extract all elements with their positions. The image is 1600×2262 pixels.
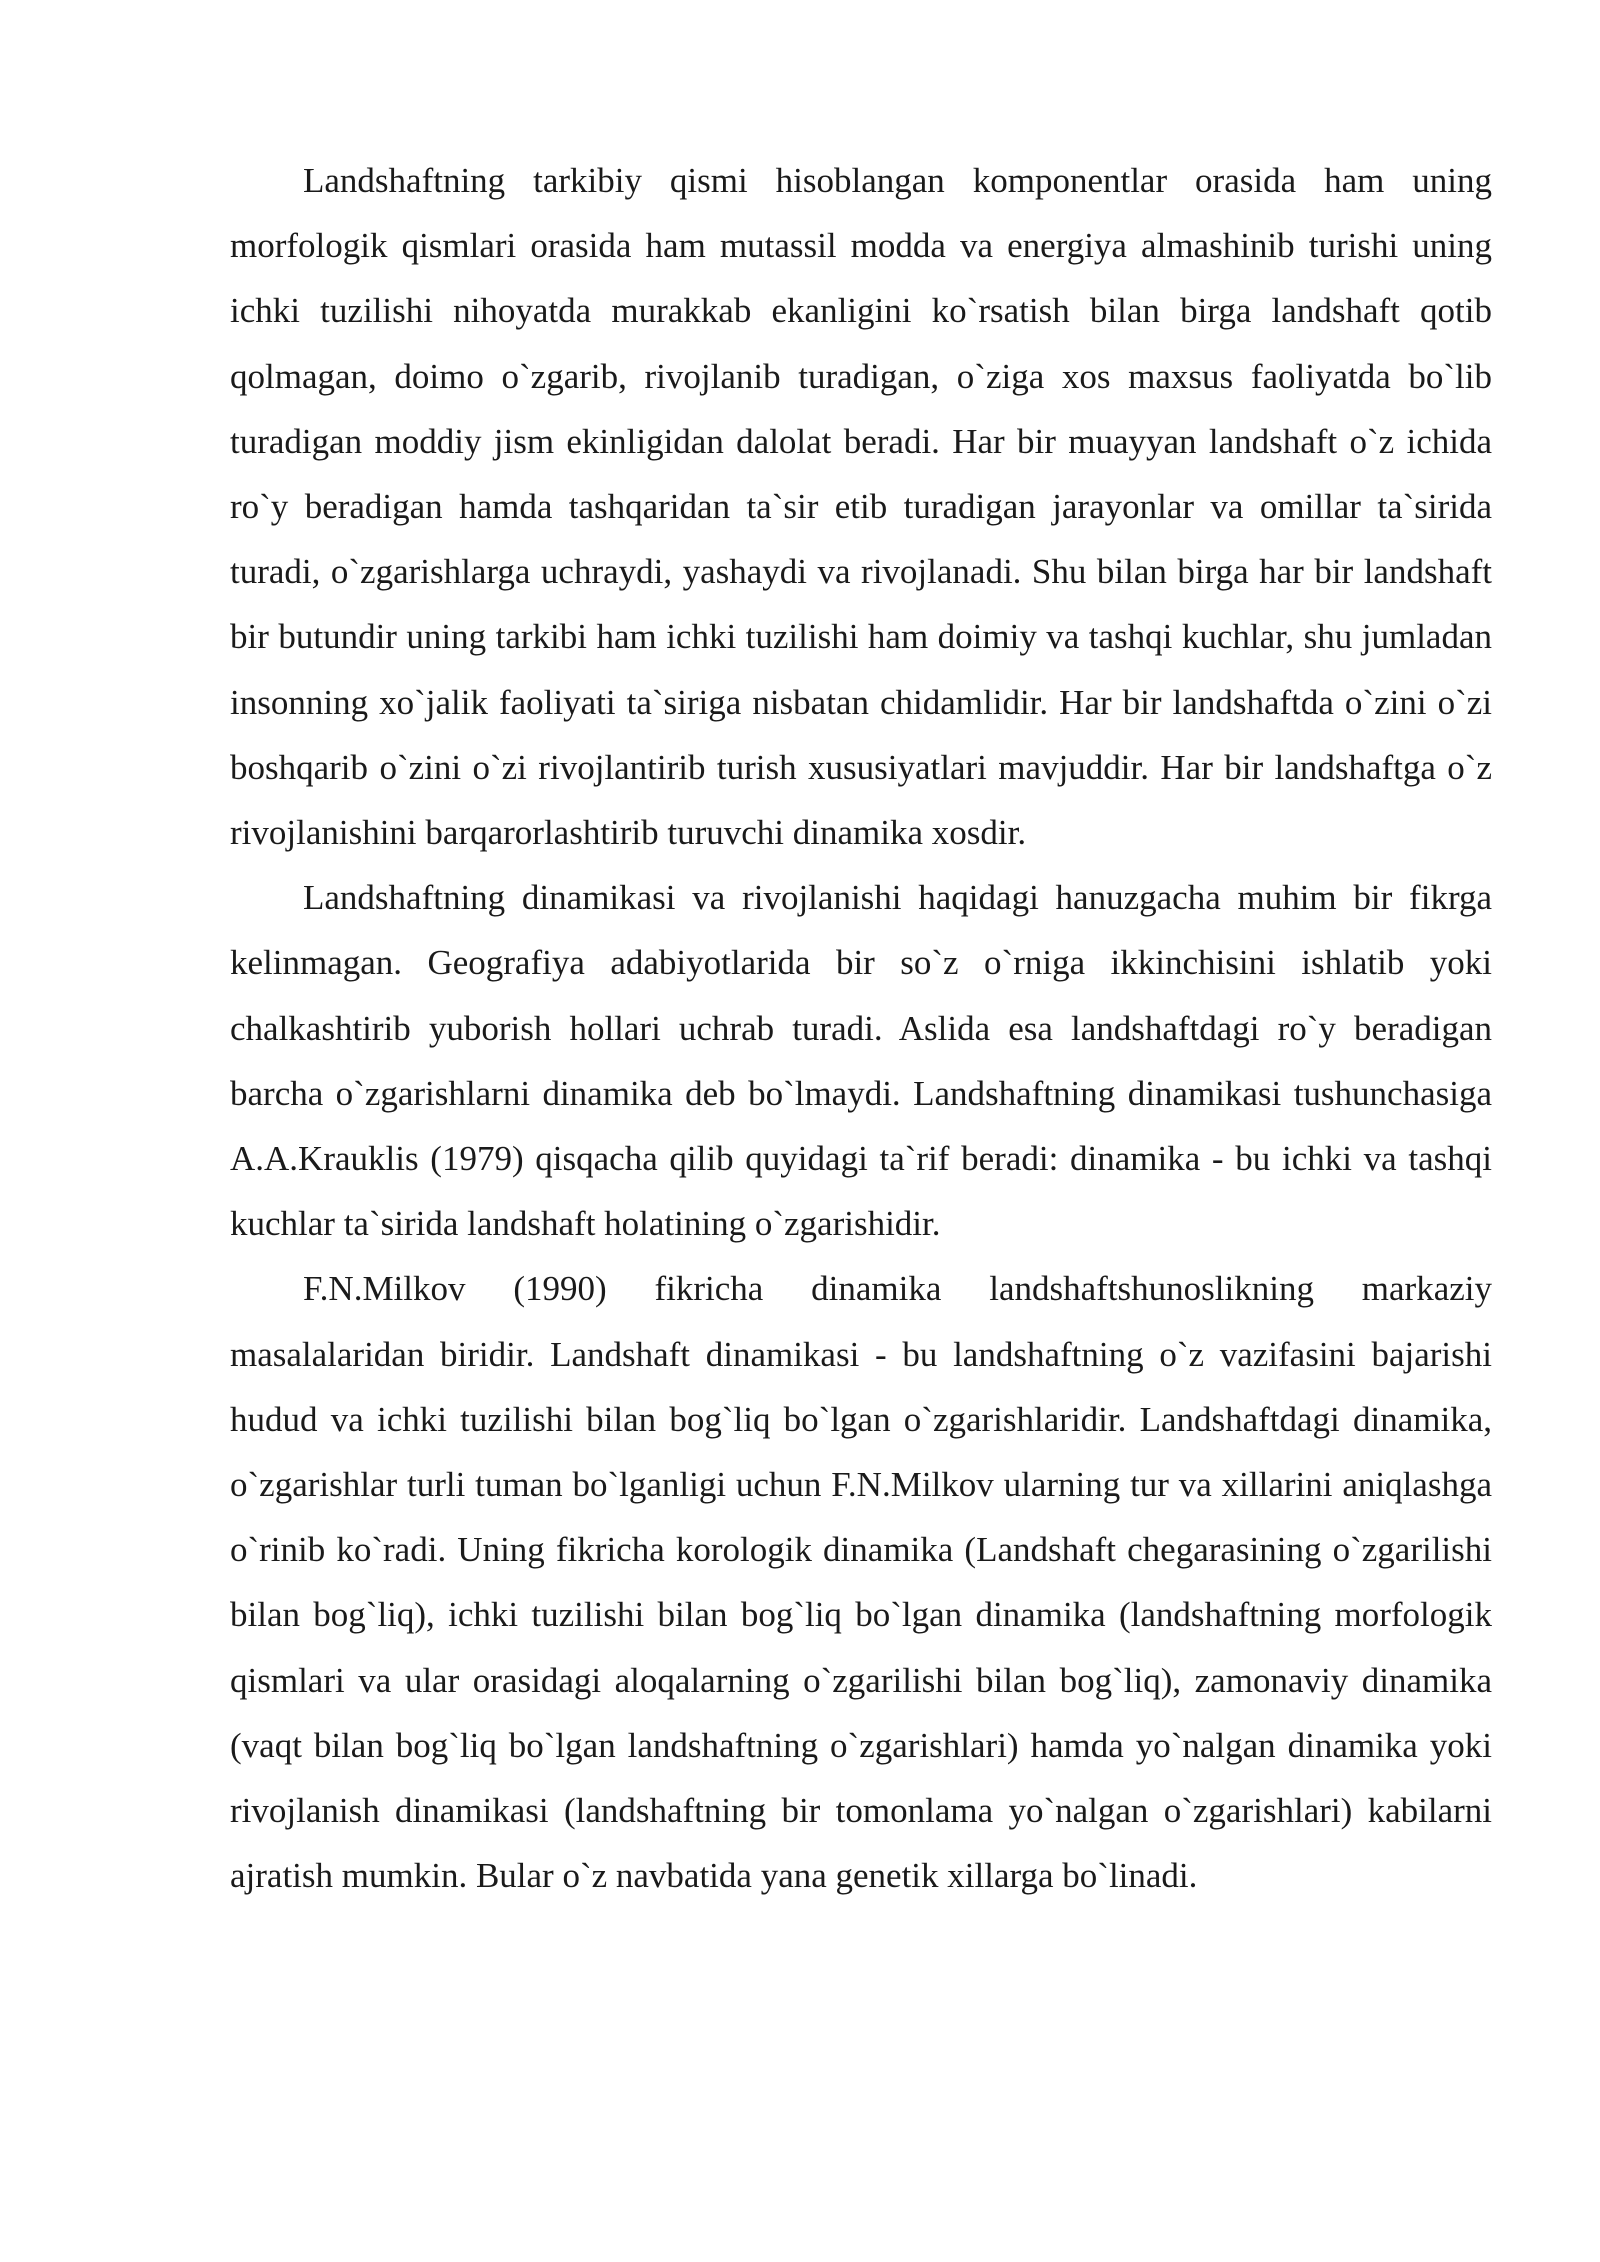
document-body [230,148,1492,1908]
paragraph-2: Landshaftning dinamikasi va rivojlanishi haqidagi hanuzgacha muhim bir fikrga kelinmagan. Geografiya adabiyotlarida bir so`z o`rniga ikkinchisini ishlatib yoki chalkashtirib yuborish hollari uchrab turadi. Aslida esa landshaftdagi ro`y beradigan barcha o`zgarishlarni dinamika deb bo`lmaydi. Landshaftning dinamikasi tushunchasiga A.A.Krauklis (1979) qisqacha qilib quyidagi ta`rif beradi: dinamika - bu ichki va tashqi kuchlar ta`sirida landshaft holatining o`zgarishidir. [230,878,1492,1244]
paragraph-3: F.N.Milkov (1990) fikricha dinamika landshaftshunoslikning markaziy masalalaridan biridir. Landshaft dinamikasi - bu landshaftning o`z vazifasini bajarishi hudud va ichki tuzilishi bilan bog`liq bo`lgan o`zgarishlaridir. Landshaftdagi dinamika, o`zgarishlar turli tuman bo`lganligi uchun F.N.Milkov ularning tur va xillarini aniqlashga o`rinib ko`radi. Uning fikricha korologik dinamika (Landshaft chegarasining o`zgarilishi bilan bog`liq), ichki tuzilishi bilan bog`liq bo`lgan dinamika (landshaftning morfologik qismlari va ular orasidagi aloqalarning o`zgarilishi bilan bog`liq), zamonaviy dinamika (vaqt bilan bog`liq bo`lgan landshaftning o`zgarishlari) hamda yo`nalgan dinamika yoki rivojlanish dinamikasi (landshaftning bir tomonlama yo`nalgan o`zgarishlari) kabilarni ajratish mumkin. Bular o`z navbatida yana genetik xillarga bo`linadi. [230,1269,1492,1896]
paragraph-1: Landshaftning tarkibiy qismi hisoblangan komponentlar orasida ham uning morfologik qismlari orasida ham mutassil modda va energiya almashinib turishi uning ichki tuzilishi nihoyatda murakkab ekanligini ko`rsatish bilan birga landshaft qotib qolmagan, doimo o`zgarib, rivojlanib turadigan, o`ziga xos maxsus faoliyatda bo`lib turadigan moddiy jism ekinligidan dalolat beradi. Har bir muayyan landshaft o`z ichida ro`y beradigan hamda tashqaridan ta`sir etib turadigan jarayonlar va omillar ta`sirida turadi, o`zgarishlarga uchraydi, yashaydi va rivojlanadi. Shu bilan birga har bir landshaft bir butundir uning tarkibi ham ichki tuzilishi ham doimiy va tashqi kuchlar, shu jumladan insonning xo`jalik faoliyati ta`siriga nisbatan chidamlidir. Har bir landshaftda o`zini o`zi boshqarib o`zini o`zi rivojlantirib turish xususiyatlari mavjuddir. Har bir landshaftga o`z rivojlanishini barqarorlashtirib turuvchi dinamika xosdir. [230,161,1492,853]
